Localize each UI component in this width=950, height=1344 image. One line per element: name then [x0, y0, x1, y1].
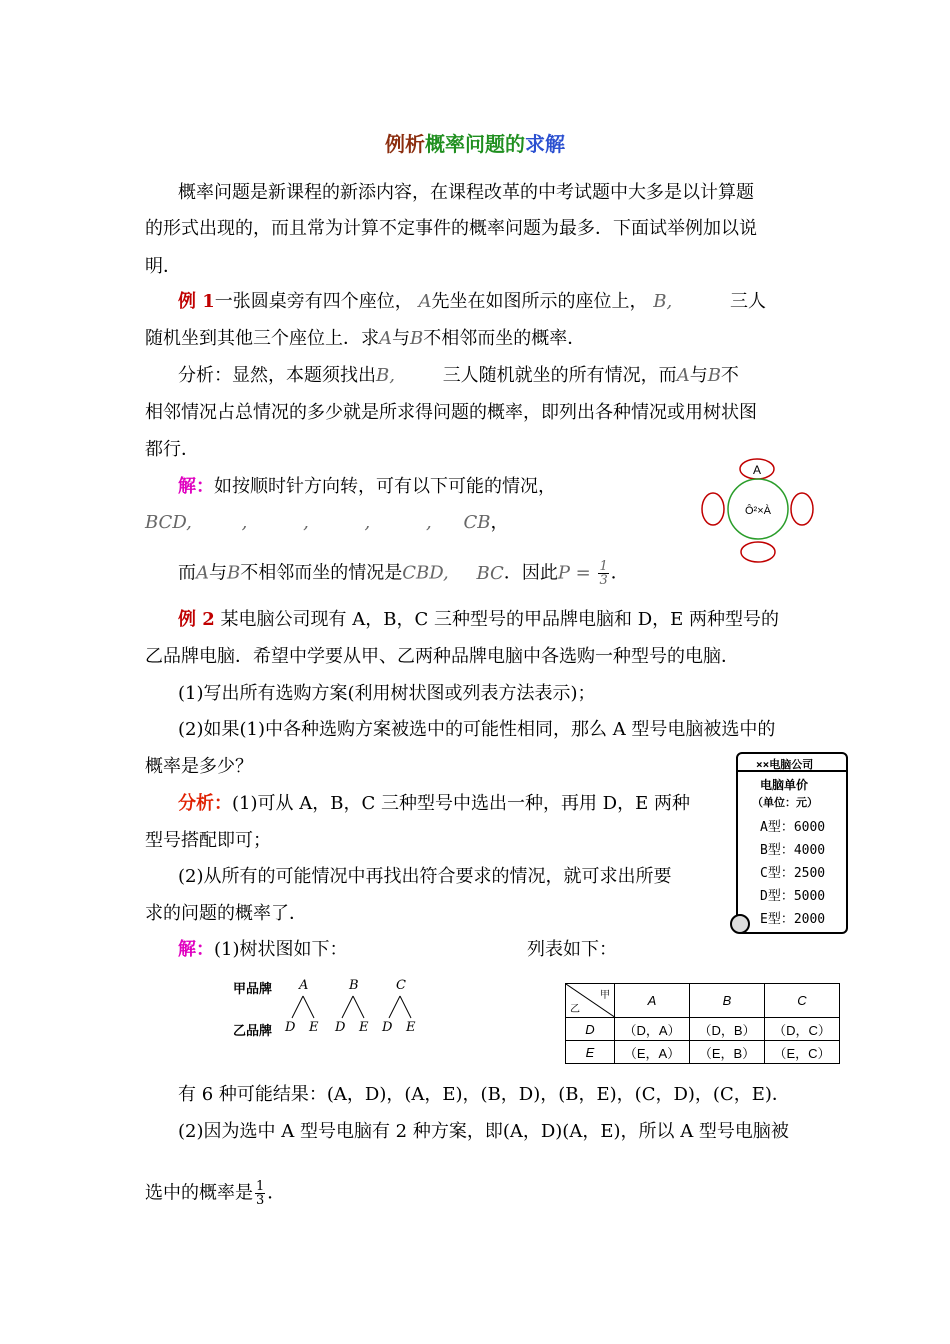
ex2-q2b: 概率是多少？	[145, 756, 253, 777]
concl-case-2: BC	[476, 562, 504, 584]
tree-leaf-2: E	[309, 1020, 319, 1035]
concl-c: 不相邻而坐的情况是	[240, 562, 403, 584]
ex2-analysis-2b: 求的问题的概率了．	[145, 903, 307, 924]
tree-leaf-4: E	[359, 1020, 369, 1035]
ex1-an-var-b: B,	[376, 365, 395, 386]
cell-eb: （E，B）	[690, 1041, 765, 1064]
tree-leaf-5: D	[382, 1020, 393, 1035]
ex2-part2b	[145, 1180, 285, 1207]
ex1-l2-c: 不相邻而坐的概率．	[423, 328, 586, 349]
tree-top-c: C	[396, 978, 406, 993]
tree-leaf-6: E	[406, 1020, 416, 1035]
scroll-prices	[760, 816, 825, 931]
ex1-text-b: 先坐在如图所示的座位上，	[431, 291, 648, 312]
scroll-unit: （单位：元）	[752, 796, 818, 809]
part2b-text: 选中的概率是	[145, 1182, 253, 1204]
table-row	[566, 1041, 840, 1064]
seat-left	[702, 493, 724, 525]
ex1-line-2	[145, 327, 585, 351]
price-a: A型：6000	[760, 820, 826, 835]
scroll-curl	[730, 914, 750, 934]
seat-right	[791, 493, 813, 525]
ex1-l2-b: 与	[392, 328, 410, 349]
ex1-cases	[145, 511, 508, 535]
ex2-analysis-1b: 型号搭配即可；	[145, 830, 271, 851]
part2-fraction	[255, 1180, 265, 1207]
seat-bottom	[741, 542, 775, 562]
case-5: ,	[426, 512, 432, 533]
concl-p: P =	[557, 562, 591, 584]
concl-fraction	[598, 560, 608, 587]
ex1-an-b: 三人随机就坐的所有情况，而	[442, 365, 677, 386]
cell-da: （D，A）	[615, 1018, 690, 1041]
tree-jia: 甲品牌	[233, 982, 273, 997]
tree-leaf-1: D	[285, 1020, 296, 1035]
case-end: ，	[490, 512, 509, 533]
cell-dc: （D，C）	[765, 1018, 840, 1041]
page-title	[0, 128, 950, 157]
ex2-sol1: (1)树状图如下：	[214, 939, 348, 960]
case-6: CB	[463, 512, 491, 533]
concl-case-1: CBD,	[402, 562, 449, 584]
ex2-line-1	[178, 608, 779, 632]
ex2-analysis-1	[178, 792, 690, 816]
ex1-label: 例 1	[178, 291, 215, 312]
title-part-2: 概率问题的	[425, 132, 525, 156]
ex2-sol-table-label: 列表如下：	[527, 939, 617, 960]
intro-line-1: 概率问题是新课程的新添内容，在课程改革的中考试题中大多是以计算题	[178, 182, 754, 203]
col-head-b: B	[690, 984, 765, 1018]
intro-line-2: 的形式出现的，而且常为计算不定事件的概率问题为最多．下面试举例加以说	[145, 218, 757, 239]
ex2-q1: (1)写出所有选购方案(利用树状图或列表方法表示)；	[178, 683, 596, 704]
price-d: D型：5000	[760, 889, 826, 904]
ex2-sol-label: 解：	[178, 939, 214, 960]
concl-var-b: B	[227, 562, 241, 584]
price-scroll	[736, 752, 848, 934]
ex1-conclusion	[178, 560, 629, 587]
table-corner	[566, 984, 615, 1018]
title-part-3: 求解	[525, 132, 565, 156]
case-2: ,	[241, 512, 248, 533]
ex1-var-b: B,	[653, 291, 673, 312]
choice-table	[565, 983, 840, 1064]
ex1-text-c: 三人	[729, 291, 766, 312]
part2-end: ．	[267, 1182, 286, 1204]
ex2-line-2: 乙品牌电脑．希望中学要从甲、乙两种品牌电脑中各选购一种型号的电脑．	[145, 646, 739, 667]
ex1-text: 一张圆桌旁有四个座位，	[214, 291, 413, 312]
frac-num: 1	[599, 559, 608, 574]
seat-a-label: A	[752, 463, 762, 477]
intro-line-3: 明．	[145, 256, 181, 277]
ex2-text-1: 某电脑公司现有 A，B，C 三种型号的甲品牌电脑和 D，E 两种型号的	[220, 609, 779, 630]
ex2-solution	[178, 938, 348, 962]
ex1-an-var-a: A	[676, 365, 690, 386]
ex1-an-d: 不	[720, 365, 739, 386]
case-3: ,	[303, 512, 309, 533]
scroll-title: 电脑单价	[760, 778, 809, 792]
cell-ea: （E，A）	[615, 1041, 690, 1064]
ex1-solution	[178, 475, 556, 499]
tree-top-a: A	[299, 978, 309, 993]
row-head-e: E	[566, 1041, 615, 1064]
cell-db: （D，B）	[690, 1018, 765, 1041]
ex1-l2-var-a: A	[379, 328, 392, 349]
ex1-var-a: A	[418, 291, 432, 312]
case-1: BCD,	[145, 512, 192, 533]
ex2-an-label: 分析：	[178, 793, 232, 814]
round-table-figure	[698, 455, 818, 565]
case-4: ,	[364, 512, 371, 533]
ex2-label: 例 2	[178, 609, 215, 630]
ex2-analysis-2: (2)从所有的可能情况中再找出符合要求的情况，就可求出所要	[178, 866, 672, 887]
price-e: E型：2000	[760, 912, 826, 927]
col-head-a: A	[615, 984, 690, 1018]
ex2-an1: (1)可从 A，B，C 三种型号中选出一种，再用 D，E 两种	[232, 793, 690, 814]
cell-ec: （E，C）	[765, 1041, 840, 1064]
tree-branches	[283, 994, 423, 1020]
ex1-l2-a: 随机坐到其他三个座位上．求	[145, 328, 379, 349]
concl-a: 而	[178, 562, 196, 584]
ex2-q2a: (2)如果(1)中各种选购方案被选中的可能性相同，那么 A 型号电脑被选中的	[178, 719, 776, 740]
concl-d: ．因此	[503, 562, 558, 584]
ex2-part2a: (2)因为选中 A 型号电脑有 2 种方案，即(A，D)(A，E)，所以 A 型号电脑被	[178, 1121, 789, 1142]
tree-top-b: B	[349, 978, 359, 993]
part2-den: 3	[256, 1193, 265, 1208]
concl-var-a: A	[196, 562, 209, 584]
concl-b: 与	[209, 562, 227, 584]
part2-num: 1	[256, 1179, 265, 1194]
ex2-result: 有 6 种可能结果：(A，D)，(A，E)，(B，D)，(B，E)，(C，D)，(C，E)．	[178, 1084, 790, 1105]
table-row	[566, 1018, 840, 1041]
ex1-analysis-2: 相邻情况占总情况的多少就是所求得问题的概率，即列出各种情况或用树状图	[145, 402, 757, 423]
ex1-l2-var-b: B	[410, 328, 424, 349]
corner-top: 甲	[600, 990, 610, 1001]
ex1-an-a: 分析：显然，本题须找出	[178, 365, 376, 386]
tree-yi: 乙品牌	[233, 1024, 273, 1039]
ex1-analysis-3: 都行．	[145, 439, 199, 460]
col-head-c: C	[765, 984, 840, 1018]
title-part-1: 例析	[385, 132, 425, 156]
concl-e: ．	[610, 562, 629, 584]
price-b: B型：4000	[760, 843, 826, 858]
corner-bottom: 乙	[570, 1004, 580, 1015]
ex1-sol-label: 解：	[178, 476, 214, 497]
row-head-d: D	[566, 1018, 615, 1041]
ex1-sol-text: 如按顺时针方向转，可有以下可能的情况，	[214, 476, 556, 497]
table-label: Ô²×À	[745, 505, 771, 517]
ex1-an-c: 与	[689, 365, 708, 386]
ex1-analysis-1	[178, 364, 739, 388]
scroll-header: ××电脑公司	[756, 758, 814, 771]
tree-leaf-3: D	[335, 1020, 346, 1035]
tree-diagram	[233, 978, 433, 1040]
frac-den: 3	[599, 573, 608, 588]
price-c: C型：2500	[760, 866, 826, 881]
ex1-an-var-b2: B	[707, 365, 721, 386]
ex1-line-1	[178, 290, 766, 314]
